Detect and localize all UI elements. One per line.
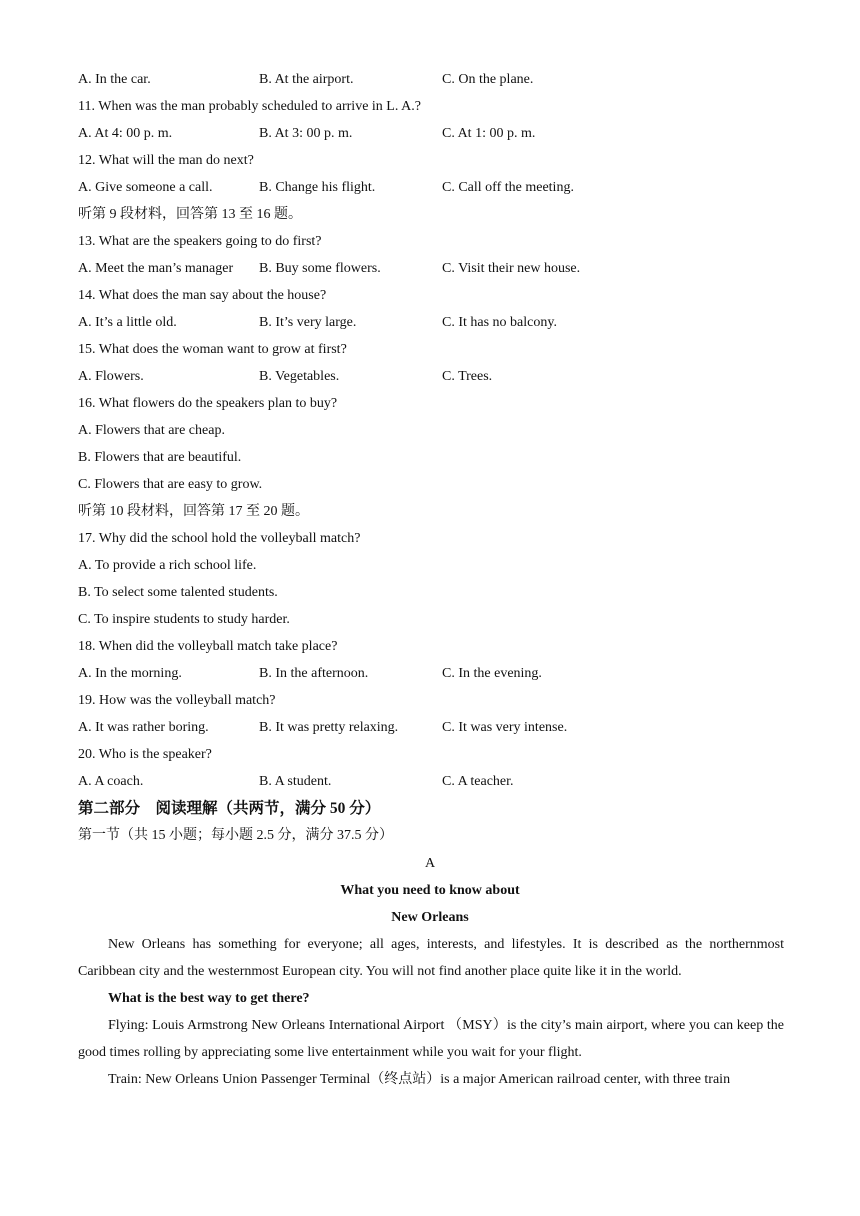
q11-stem: 11. When was the man probably scheduled to arrive in L. A.?	[78, 99, 421, 114]
q15-option-a: A. Flowers.	[78, 369, 144, 384]
q16-option-a: A. Flowers that are cheap.	[78, 423, 225, 438]
passage-paragraph-1: New Orleans has something for everyone; all ages, interests, and lifestyles. It is described as the northernmost Caribbean city and the westernmost European city. You will not find another place quite like it in the world.	[78, 937, 784, 979]
q11-option-a: A. At 4: 00 p. m.	[78, 126, 173, 141]
q18-option-c: C. In the evening.	[442, 666, 542, 681]
q13-option-a: A. Meet the man’s manager	[78, 261, 234, 276]
q14-option-b: B. It’s very large.	[259, 315, 357, 330]
part2-title: 第二部分 阅读理解（共两节，满分 50 分）	[78, 800, 381, 817]
q18-stem: 18. When did the volleyball match take place?	[78, 639, 338, 654]
q10-options	[0, 71, 860, 89]
q17-stem: 17. Why did the school hold the volleyball match?	[78, 531, 361, 546]
q18-option-b: B. In the afternoon.	[259, 666, 369, 681]
q15-options	[0, 368, 860, 386]
q10-option-b: B. At the airport.	[259, 72, 354, 87]
q18-option-a: A. In the morning.	[78, 666, 182, 681]
q20-option-b: B. A student.	[259, 774, 332, 789]
instruction-section-10: 听第 10 段材料，回答第 17 至 20 题。	[78, 504, 309, 519]
q20-stem: 20. Who is the speaker?	[78, 747, 212, 762]
q12-option-b: B. Change his flight.	[259, 180, 376, 195]
q11-option-c: C. At 1: 00 p. m.	[442, 126, 536, 141]
q19-options	[0, 719, 860, 737]
q13-option-b: B. Buy some flowers.	[259, 261, 381, 276]
q13-option-c: C. Visit their new house.	[442, 261, 581, 276]
q16-option-c: C. Flowers that are easy to grow.	[78, 477, 263, 492]
q12-options	[0, 179, 860, 197]
passage-letter: A	[424, 856, 436, 871]
q17-option-b: B. To select some talented students.	[78, 585, 278, 600]
q13-stem: 13. What are the speakers going to do first?	[78, 234, 322, 249]
q11-option-b: B. At 3: 00 p. m.	[259, 126, 353, 141]
q16-stem: 16. What flowers do the speakers plan to buy?	[78, 396, 338, 411]
q16-option-b: B. Flowers that are beautiful.	[78, 450, 242, 465]
section1-note: 第一节（共 15 小题；每小题 2.5 分，满分 37.5 分）	[78, 828, 393, 843]
q12-option-c: C. Call off the meeting.	[442, 180, 574, 195]
q14-option-c: C. It has no balcony.	[442, 315, 557, 330]
passage-paragraph-2: Flying: Louis Armstrong New Orleans International Airport （MSY）is the city’s main airport, where you can keep the good times rolling by appreciating some live entertainment while you wait for your flight.	[78, 1018, 784, 1060]
q14-options	[0, 314, 860, 332]
q19-option-c: C. It was very intense.	[442, 720, 568, 735]
q19-option-a: A. It was rather boring.	[78, 720, 209, 735]
q15-stem: 15. What does the woman want to grow at first?	[78, 342, 347, 357]
passage-title-line2: New Orleans	[391, 910, 469, 925]
passage-title-line1: What you need to know about	[340, 883, 520, 898]
q20-option-a: A. A coach.	[78, 774, 144, 789]
q20-options	[0, 773, 860, 791]
q10-option-a: A. In the car.	[78, 72, 151, 87]
q14-stem: 14. What does the man say about the house?	[78, 288, 327, 303]
instruction-section-9: 听第 9 段材料，回答第 13 至 16 题。	[78, 207, 302, 222]
q20-option-c: C. A teacher.	[442, 774, 514, 789]
q14-option-a: A. It’s a little old.	[78, 315, 177, 330]
passage-subheading: What is the best way to get there?	[108, 991, 310, 1006]
q10-option-c: C. On the plane.	[442, 72, 534, 87]
q19-option-b: B. It was pretty relaxing.	[259, 720, 399, 735]
q15-option-b: B. Vegetables.	[259, 369, 340, 384]
q12-stem: 12. What will the man do next?	[78, 153, 254, 168]
q15-option-c: C. Trees.	[442, 369, 493, 384]
q17-option-a: A. To provide a rich school life.	[78, 558, 257, 573]
q19-stem: 19. How was the volleyball match?	[78, 693, 276, 708]
q12-option-a: A. Give someone a call.	[78, 180, 213, 195]
q11-options	[0, 125, 860, 143]
q17-option-c: C. To inspire students to study harder.	[78, 612, 290, 627]
passage-paragraph-3: Train: New Orleans Union Passenger Terminal（终点站）is a major American railroad center, with three train	[108, 1072, 731, 1087]
q13-options	[0, 260, 860, 278]
q18-options	[0, 665, 860, 683]
